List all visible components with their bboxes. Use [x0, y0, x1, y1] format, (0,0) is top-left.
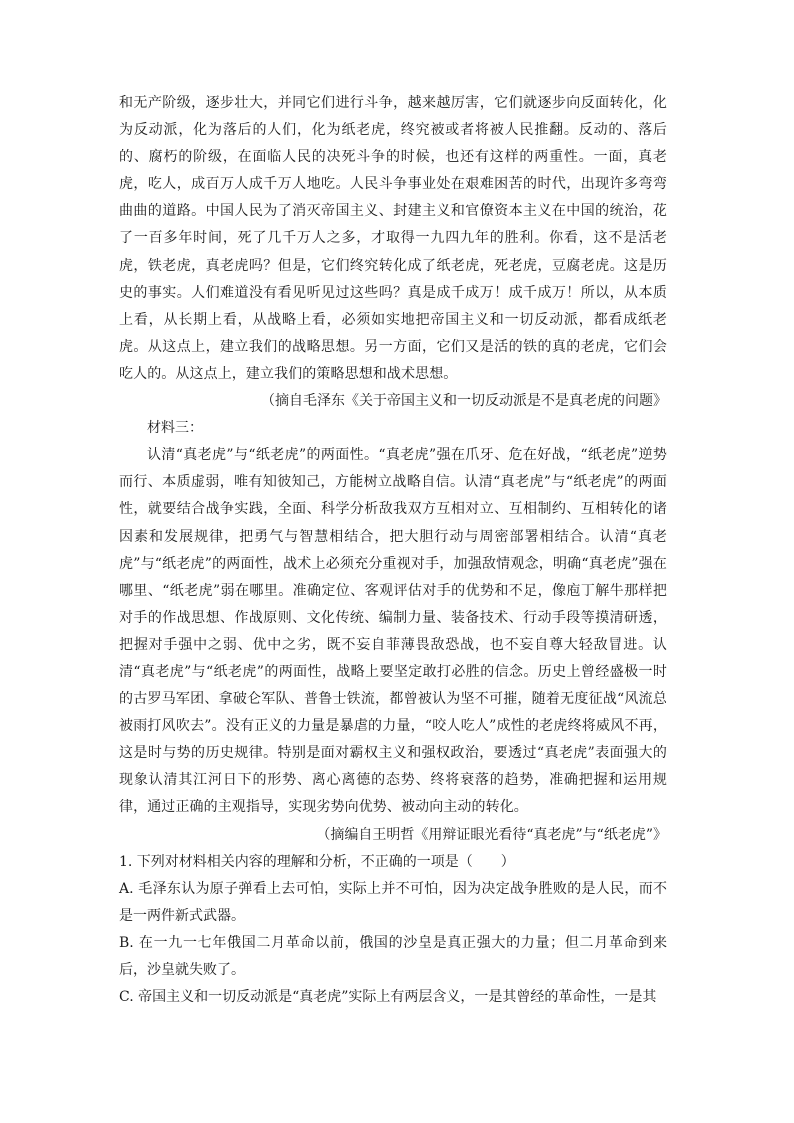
material2-continuation: 和无产阶级，逐步壮大，并同它们进行斗争，越来越厉害，它们就逐步向反面转化，化为反动派，化为落后的人们，化为纸老虎，终究被或者将被人民推翻。反动的、落后的、腐朽的阶级，在面临人民的决死斗争的时候，也还有这样的两重性。一面，真老虎，吃人，成百万人成千万人地吃。人民斗争事业处在艰难困苦的时代，出现许多弯弯曲曲的道路。中国人民为了消灭帝国主义、封建主义和官僚资本主义在中国的统治，花了一百多年时间，死了几千万人之多，才取得一九四九年的胜利。你看，这不是活老虎，铁老虎，真老虎吗？但是，它们终究转化成了纸老虎，死老虎，豆腐老虎。这是历史的事实。人们难道没有看见听见过这些吗？真是成千成万！成千成万！所以，从本质上看，从长期上看，从战略上看，必须如实地把帝国主义和一切反动派，都看成纸老虎。从这点上，建立我们的战略思想。另一方面，它们又是活的铁的真的老虎，它们会吃人的。从这点上，建立我们的策略思想和战术思想。	[119, 95, 667, 382]
material3-body: 认清“真老虎”与“纸老虎”的两面性。“真老虎”强在爪牙、危在好战，“纸老虎”逆势而行、本质虚弱，唯有知彼知己，方能树立战略自信。认清“真老虎”与“纸老虎”的两面性，就要结合战争实践，全面、科学分析敌我双方互相对立、互相制约、互相转化的诸因素和发展规律，把勇气与智慧相结合，把大胆行动与周密部署相结合。认清“真老虎”与“纸老虎”的两面性，战术上必须充分重视对手，加强敌情观念，明确“真老虎”强在哪里、“纸老虎”弱在哪里。准确定位、客观评估对手的优势和不足，像庖丁解牛那样把对手的作战思想、作战原则、文化传统、编制力量、装备技术、行动手段等摸清研透，把握对手强中之弱、优中之劣，既不妄自菲薄畏敌恐战，也不妄自尊大轻敌冒进。认清“真老虎”与“纸老虎”的两面性，战略上要坚定敢打必胜的信念。历史上曾经盛极一时的古罗马军团、拿破仑军队、普鲁士铁流，都曾被认为坚不可摧，随着无度征战“风流总被雨打风吹去”。没有正义的力量是暴虐的力量，“咬人吃人”成性的老虎终将威风不再，这是时与势的历史规律。特别是面对霸权主义和强权政治，要透过“真老虎”表面强大的现象认清其江河日下的形势、离心离德的态势、终将衰落的趋势，准确把握和运用规律，通过正确的主观指导，实现劣势向优势、被动向主动的转化。	[119, 447, 667, 816]
material3-source: （摘编自王明哲《用辩证眼光看待“真老虎”与“纸老虎”》	[316, 826, 667, 843]
question1-option-b: B. 在一九一七年俄国二月革命以前，俄国的沙皇是真正强大的力量；但二月革命到来后，沙皇就失败了。	[119, 934, 667, 978]
question1-option-c: C. 帝国主义和一切反动派是“真老虎”实际上有两层含义，一是其曾经的革命性，一是其	[119, 989, 657, 1006]
material2-source: （摘自毛泽东《关于帝国主义和一切反动派是不是真老虎的问题》	[261, 393, 667, 410]
question1-stem: 1. 下列对材料相关内容的理解和分析，不正确的一项是（ ）	[119, 853, 515, 870]
question1-option-a: A. 毛泽东认为原子弹看上去可怕，实际上并不可怕，因为决定战争胜败的是人民，而不是一两件新式武器。	[119, 880, 667, 924]
material3-heading: 材料三：	[147, 420, 203, 437]
document-page	[119, 90, 667, 1011]
